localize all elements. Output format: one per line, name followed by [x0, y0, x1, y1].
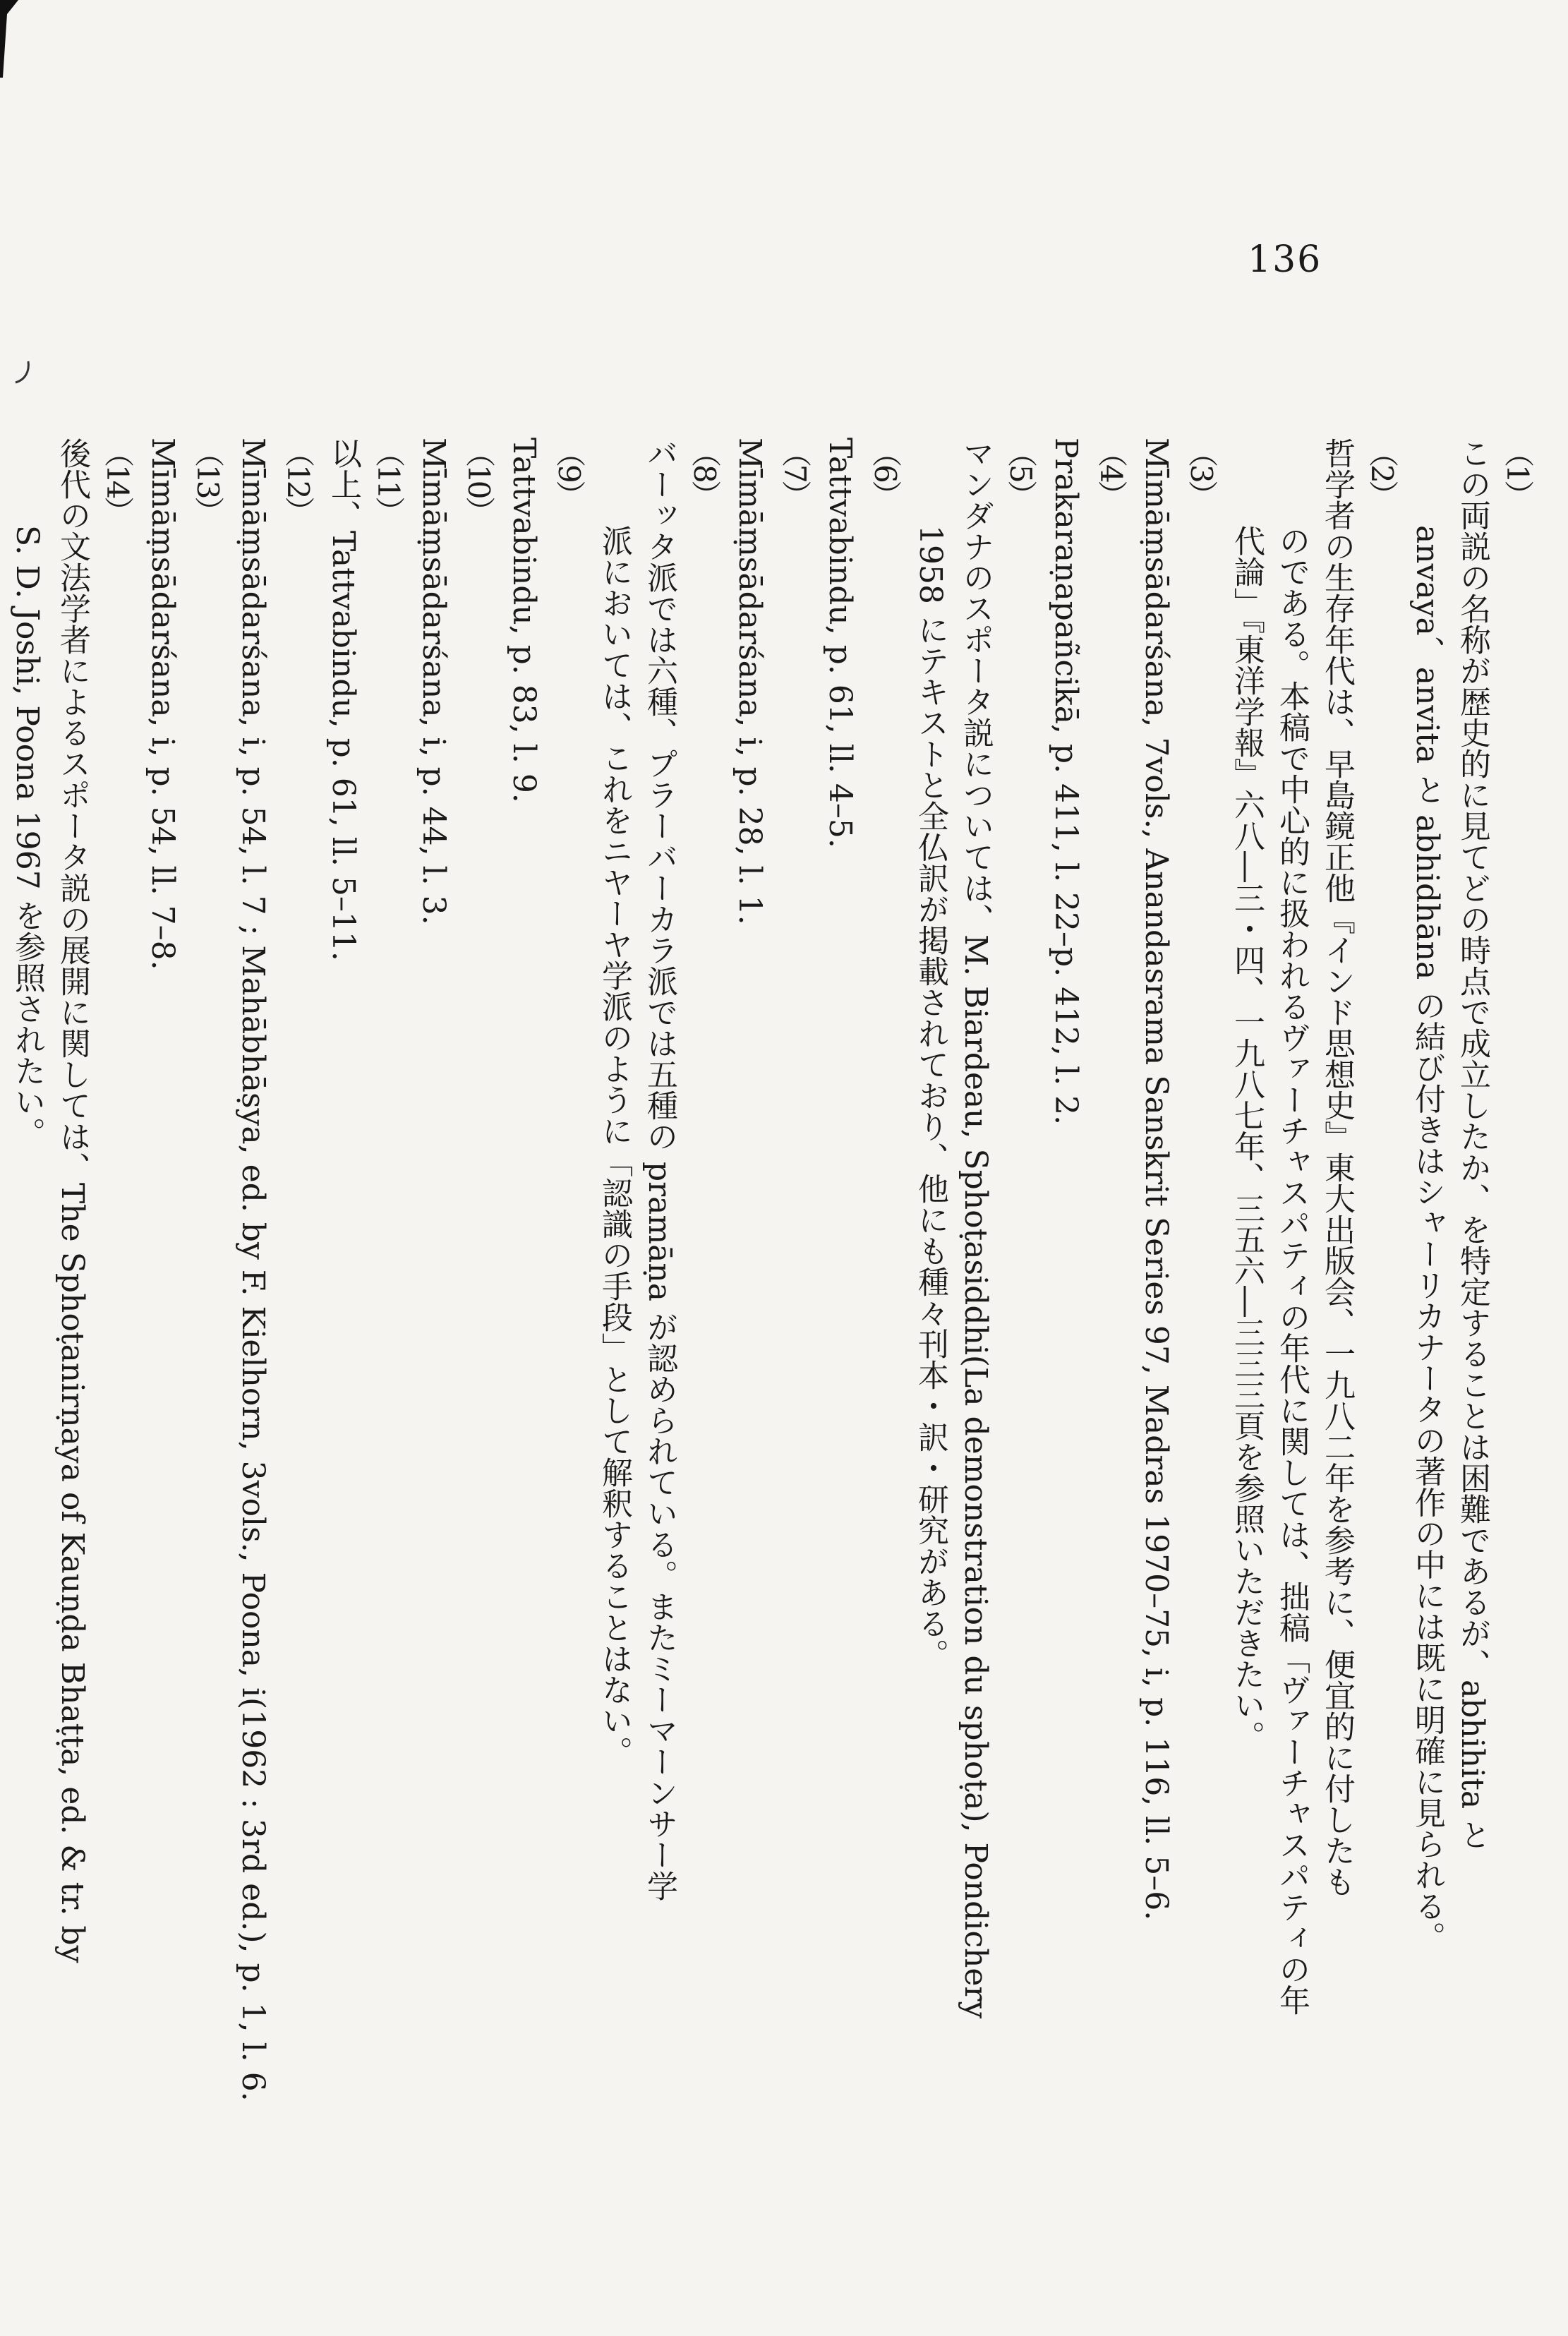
note-text: 1958 にテキストと全仏訳が掲載されており、他にも種々刊本・訳・研究がある。	[912, 525, 948, 1670]
note-text: Mīmāṃsādarśana, i, p. 28, l. 1.	[732, 438, 768, 925]
note-1-cont	[1404, 525, 1449, 2315]
endnotes-column	[0, 438, 1540, 2315]
note-number: （14）	[100, 438, 135, 524]
note-14-cont	[4, 525, 49, 2315]
note-text: Mīmāṃsādarśana, i, p. 54, ll. 7–8.	[145, 438, 181, 970]
note-text: 代論」『東洋学報』六八―三・四、一九八七年、三五六―三三三頁を参照いただきたい。	[1229, 525, 1265, 1752]
note-number: （6）	[868, 438, 903, 507]
note-4	[1043, 438, 1133, 2315]
note-6	[817, 438, 907, 2315]
note-5	[953, 438, 1043, 2315]
note-15	[0, 438, 4, 2315]
note-number: （13）	[191, 438, 225, 524]
note-number	[0, 438, 4, 2301]
note-text: Tattvabindu, p. 61, ll. 4–5.	[822, 438, 858, 848]
note-text: S. D. Joshi, Poona 1967 を参照されたい。	[9, 525, 45, 1148]
note-number: （8）	[687, 438, 722, 507]
note-2-cont	[1224, 525, 1269, 2315]
note-text: 派においては、これをニヤーヤ学派のように「認識の手段」として解釈することはない。	[596, 525, 632, 1767]
note-number: （10）	[462, 438, 496, 524]
note-text: Mīmāṃsādarśana, i, p. 54, l. 7 ; Mahābhāṣya, ed. by F. Kielhorn, 3vols., Poona, i(1962 : 3rd ed.), p. 1, l. 6.	[235, 438, 271, 2102]
corner-scan-mark	[0, 0, 18, 78]
note-number: （2）	[1365, 438, 1399, 507]
note-13	[140, 438, 230, 2315]
note-2	[1314, 438, 1404, 2315]
note-text: この両説の名称が歴史的に見てどの時点で成立したか、を特定することは困難であるが、abhihita と	[1454, 438, 1490, 1850]
note-text: 後代の文法学者によるスポータ説の展開に関しては、The Sphoṭanirṇaya of Kauṇḍa Bhaṭṭa, ed. & tr. by	[54, 438, 90, 1963]
note-text: anvaya、anvita と abhidhāna の結び付きはシャーリカナータの著作の中には既に明確に見られる。	[1409, 525, 1445, 1953]
note-8	[637, 438, 727, 2315]
note-8-cont	[591, 525, 637, 2315]
note-number: （5）	[1003, 438, 1038, 507]
note-5-cont	[907, 525, 953, 2315]
note-text: 以上、Tattvabindu, p. 61, ll. 5–11.	[325, 438, 361, 961]
note-text: 哲学者の生存年代は、早島鏡正他『インド思想史』東大出版会、一九八二年を参考に、便宜的に付したも	[1319, 438, 1355, 1897]
note-1	[1449, 438, 1540, 2315]
note-text: Tattvabindu, p. 83, l. 9.	[506, 438, 542, 803]
note-text: Mīmāṃsādarśana, 7vols., Anandasrama Sanskrit Series 97, Madras 1970–75, i, p. 116, ll. 5–6.	[1138, 438, 1174, 1921]
note-12	[230, 438, 320, 2315]
note-number: （3）	[1184, 438, 1219, 507]
note-text: バーッタ派では六種、プラーバーカラ派では五種の pramāṇa が認められている。またミーマーンサー学	[641, 438, 677, 1901]
note-number: （12）	[281, 438, 315, 524]
note-9	[501, 438, 591, 2315]
note-14	[49, 438, 140, 2315]
note-7	[727, 438, 817, 2315]
note-11	[320, 438, 411, 2315]
note-text: Mīmāṃsādarśana, i, p. 44, l. 3.	[416, 438, 452, 925]
note-number: （1）	[1500, 438, 1535, 507]
note-10	[411, 438, 501, 2315]
note-text: マンダナのスポータ説については、M. Biardeau, Sphoṭasiddhi(La demonstration du sphoṭa), Pondichery	[958, 438, 994, 2019]
note-text: Prakaraṇapañcikā, p. 411, l. 22–p. 412, l. 2.	[1048, 438, 1084, 1126]
margin-tick-mark	[13, 359, 34, 387]
note-3	[1133, 438, 1224, 2315]
note-text: のである。本稿で中心的に扱われるヴァーチャスパティの年代に関しては、拙稿「ヴァーチャスパティの年	[1274, 525, 1310, 2016]
note-number: （11）	[371, 438, 406, 524]
note-2-cont	[1269, 525, 1314, 2315]
note-number: （7）	[778, 438, 812, 507]
note-number: （9）	[552, 438, 586, 507]
page-number: 136	[1248, 239, 1322, 281]
note-number: （4）	[1094, 438, 1128, 507]
